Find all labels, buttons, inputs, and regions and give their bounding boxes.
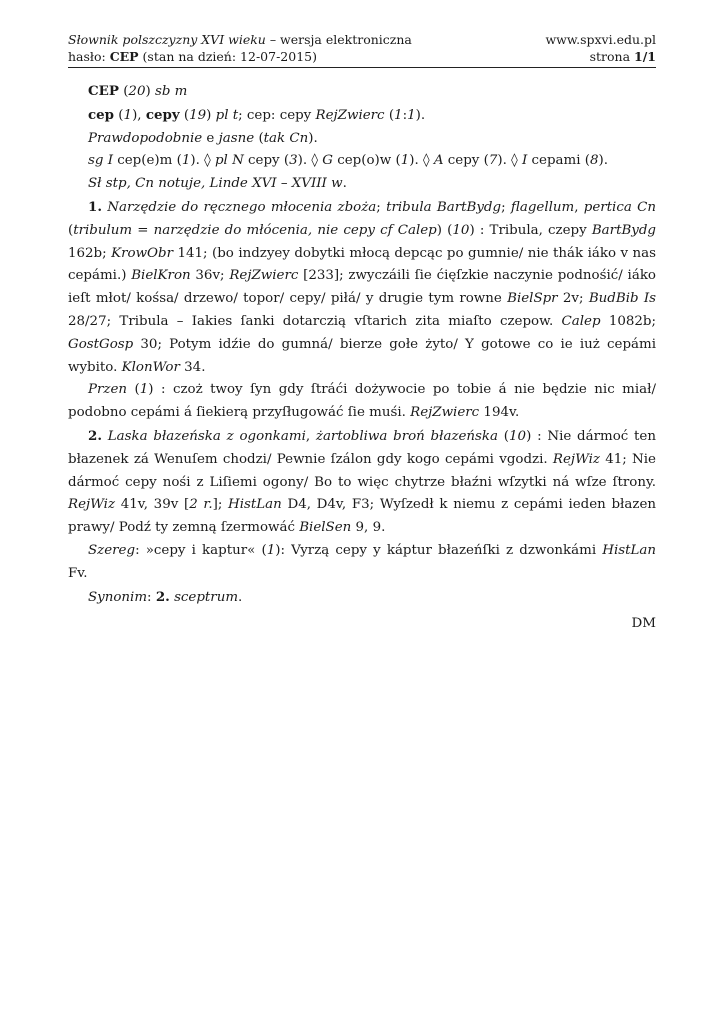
italic-run: pertica Cn (583, 199, 656, 215)
italic-run: 1 (123, 107, 133, 123)
inflection-line (68, 150, 656, 173)
entry-word: CEP (109, 49, 139, 64)
italic-run: 1 (407, 107, 416, 123)
italic-run: pl t (215, 107, 239, 123)
text-run: ). (415, 107, 426, 123)
sense-2-paragraph (68, 425, 656, 540)
bold-run: 1. (88, 198, 102, 215)
italic-run: jasne (218, 130, 255, 146)
text-run: ) : czoż twoy ſyn gdy ſtráći dożywocie po tobie á nie będzie nic miał/ podobno cepámi á ſiekierą przyſługowáć ſie muśi. (68, 382, 656, 421)
text-run: cep(o)w ( (332, 153, 401, 169)
text-run: ( (68, 222, 74, 238)
headword-line (68, 80, 656, 104)
italic-run: 3 (289, 153, 298, 169)
italic-run: tak Cn (263, 130, 309, 146)
bold-run: cepy (145, 106, 180, 123)
italic-run: RejZwierc (410, 405, 480, 421)
italic-run: Synonim (88, 589, 148, 605)
bold-run: 2. (155, 588, 170, 605)
italic-run: Sł stp, Cn notuje, Linde XVI – XVIII w (88, 176, 343, 192)
text-run: : »cepy i kaptur« ( (135, 542, 267, 558)
italic-run: 10 (452, 222, 470, 238)
page-header (68, 31, 656, 68)
text-run: . (342, 176, 347, 192)
italic-run: GostGosp (68, 336, 134, 352)
italic-run: BielSen (299, 520, 352, 536)
text-run: cepami ( (527, 153, 590, 169)
text-run: 1082b; (600, 313, 656, 329)
italic-run: 20 (128, 84, 146, 99)
italic-run: 1 (394, 107, 403, 123)
text-run: ) (145, 84, 155, 99)
text-run: 41v, 39v [ (115, 497, 190, 513)
text-run: ( (498, 428, 510, 444)
italic-run: 1 (266, 542, 276, 558)
italic-run: KlonWor (121, 359, 180, 375)
text-run: cep(e)m ( (113, 153, 182, 169)
italic-run: BartBydg (591, 222, 656, 238)
italic-run: Laska błazeńska z ogonkami (107, 428, 306, 444)
italic-run: RejWiz (68, 497, 116, 513)
entry-body (68, 80, 656, 636)
italic-run: sg I (88, 153, 113, 169)
italic-run: KrowObr (111, 245, 173, 261)
text-run: ; (376, 199, 387, 215)
text-run: 2v; (557, 291, 589, 307)
italic-run: tribulum = narzędzie do młócenia, nie cepy cf Calep (73, 222, 437, 238)
page-indicator (590, 48, 656, 65)
text-run: ), (132, 107, 146, 123)
collocation-paragraph (68, 540, 656, 586)
italic-run: Szereg (88, 542, 136, 558)
etymology-line (68, 128, 656, 151)
website-link[interactable]: www.spxvi.edu.pl (545, 32, 656, 47)
entry-state: (stan na dzień: 12-07-2015) (138, 49, 317, 64)
text-run: ( (179, 107, 190, 123)
text-run: ). ◊ (297, 153, 323, 169)
italic-run: tribula BartBydg (386, 199, 502, 215)
text-run: ) (206, 107, 216, 123)
text-run: e (202, 130, 219, 146)
italic-run: BielKron (131, 268, 191, 284)
header-row-1 (68, 31, 656, 48)
text-run: 34. (179, 359, 206, 375)
header-row-2 (68, 48, 656, 65)
text-run: ; (501, 199, 511, 215)
entry-info (68, 48, 317, 65)
text-run: ) : Tribula, czepy (469, 222, 592, 238)
text-run: ]; (212, 497, 229, 513)
text-run: ( (254, 130, 264, 146)
text-run: , (305, 428, 316, 444)
text-run: ). (308, 130, 318, 146)
page-label: strona (589, 49, 635, 64)
italic-run: pl N (214, 153, 244, 169)
italic-run: RejZwierc (315, 107, 385, 123)
italic-run: sceptrum (174, 589, 239, 605)
text-run: ( (114, 107, 124, 123)
text-run: , (574, 199, 584, 215)
italic-run: Przen (88, 382, 128, 398)
italic-run: RejWiz (552, 451, 600, 467)
bold-run: cep (88, 106, 115, 123)
edition-label: – wersja elektroniczna (265, 32, 412, 47)
text-run: cepy ( (243, 153, 290, 169)
text-run: 141; (bo indzyey dobytki młocą depcąc po gumnie/ nie thák iáko v nas cepámi.) (68, 245, 656, 284)
text-run: 162b; (68, 245, 112, 261)
text-run: ). ◊ (497, 153, 522, 169)
text-run: : (402, 107, 408, 123)
page-number: 1/1 (634, 49, 656, 64)
italic-run: 1 (181, 153, 191, 169)
italic-run: 7 (488, 153, 498, 169)
text-run: [233]; zwyczáili ſie ćięſzkie naczynie podnośić/ iáko ieſt młot/ kośsa/ drzewo/ topor/ cepy/ piłá/ y drugie tym rowne (68, 268, 656, 307)
text-run: : (147, 589, 156, 605)
entry-label: hasło: (68, 49, 110, 64)
bold-run: CEP (88, 83, 119, 99)
text-run: ; cep: cepy (238, 107, 316, 123)
italic-run: HistLan (228, 497, 282, 513)
sense-1-paragraph (68, 196, 656, 379)
figurative-paragraph (68, 379, 656, 425)
text-run: cepy ( (443, 153, 489, 169)
italic-run: 10 (509, 428, 527, 444)
text-run: D4, D4v, F3; Wyſzedł k niemu z cepámi ieden błazen prawy/ Podź ty zemną ſzermowáć (68, 497, 656, 536)
italic-run: G (322, 153, 333, 169)
text-run: 9, 9. (351, 520, 386, 536)
text-run: 41; Nie dármoć cepy nośi z Liſiemi ogony/ Bo to więc chytrze błaźni wſzytki ná wſze ſtrony. (68, 451, 656, 490)
text-run: ) ( (436, 222, 453, 238)
italic-run: Narzędzie do ręcznego młocenia zboża (107, 199, 377, 215)
sources-line (68, 173, 656, 196)
author-signature: DM (631, 616, 656, 632)
text-run: Fv. (68, 565, 88, 581)
italic-run: 1 (400, 153, 410, 169)
synonym-paragraph (68, 586, 656, 610)
italic-run: 1 (139, 382, 149, 398)
text-run: ). (598, 153, 608, 169)
text-run: ) : Nie dármoć ten błazenek zá Wenuſem chodzi/ Pewnie ſzálon gdy kogo cepámi vgodzi. (68, 428, 656, 467)
italic-run: flagellum (510, 199, 575, 215)
text-run: ( (127, 382, 140, 398)
dictionary-name: Słownik polszczyzny XVI wieku (68, 32, 266, 47)
italic-run: I (521, 153, 528, 169)
text-run: . (238, 589, 243, 605)
text-run: 36v; (190, 268, 230, 284)
italic-run: żartobliwa broń błazeńska (315, 428, 499, 444)
italic-run: sb m (154, 84, 188, 99)
text-run: ). ◊ (409, 153, 434, 169)
italic-run: BielSpr (507, 291, 558, 307)
dictionary-title (68, 31, 412, 48)
text-run: ): Vyrzą cepy y káptur błazeńſki z dzwonkámi (275, 542, 603, 558)
text-run: ). ◊ (190, 153, 215, 169)
italic-run: 8 (589, 153, 599, 169)
italic-run: HistLan (602, 542, 656, 558)
text-run: ( (118, 84, 129, 99)
italic-run: Prawdopodobnie (88, 130, 203, 146)
italic-run: 2 r. (189, 497, 213, 513)
italic-run: A (433, 153, 444, 169)
italic-run: 19 (189, 107, 207, 123)
italic-run: RejZwierc (229, 268, 299, 284)
text-run: 194v. (479, 405, 520, 421)
italic-run: BudBib Is (588, 291, 657, 307)
forms-line (68, 104, 656, 128)
text-run: ( (384, 107, 395, 123)
italic-run: Calep (561, 313, 601, 329)
text-run: 28/27; Tribula – Iakies ſanki dotarczią vſtarich zita miaſto czepow. (68, 313, 562, 329)
bold-run: 2. (88, 427, 102, 444)
text-run: 30; Potym idźie do gumná/ bierze gołe żyto/ Y gotowe co ie iuż cepámi wybito. (68, 336, 656, 375)
